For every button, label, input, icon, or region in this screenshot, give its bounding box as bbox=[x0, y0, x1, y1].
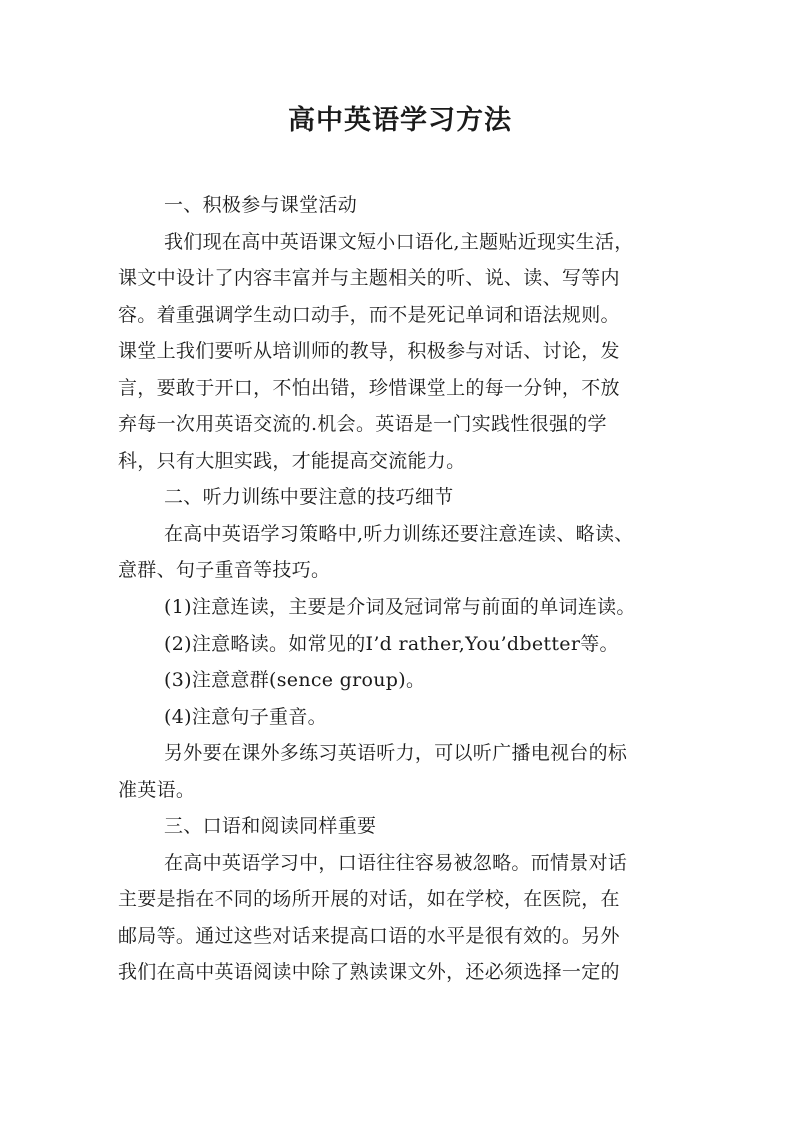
paragraph-line: 准英语。 bbox=[118, 779, 196, 801]
section-heading-3: 三、口语和阅读同样重要 bbox=[164, 815, 377, 837]
paragraph-line: 容。着重强调学生动口动手，而不是死记单词和语法规则。 bbox=[118, 304, 620, 326]
paragraph-line: 科，只有大胆实践，才能提高交流能力。 bbox=[118, 450, 466, 472]
paragraph-line: 意群、句子重音等技巧。 bbox=[118, 559, 331, 581]
paragraph-line: 课文中设计了内容丰富并与主题相关的听、说、读、写等内 bbox=[118, 267, 620, 289]
paragraph-line: 我们在高中英语阅读中除了熟读课文外，还必须选择一定的 bbox=[118, 961, 620, 983]
paragraph-line: 邮局等。通过这些对话来提高口语的水平是很有效的。另外 bbox=[118, 925, 620, 947]
paragraph-line: 课堂上我们要听从培训师的教导，积极参与对话、讨论，发 bbox=[118, 340, 620, 362]
paragraph-line: 我们现在高中英语课文短小口语化,主题贴近现实生活， bbox=[164, 231, 634, 253]
paragraph-line: 主要是指在不同的场所开展的对话，如在学校，在医院，在 bbox=[118, 888, 620, 910]
paragraph-line: 言，要敢于开口，不怕出错，珍惜课堂上的每一分钟，不放 bbox=[118, 377, 620, 399]
list-item: (2)注意略读。如常见的I’d rather,You’dbetter等。 bbox=[164, 633, 619, 655]
list-item: (3)注意意群(sence group)。 bbox=[164, 669, 426, 691]
list-item: (1)注意连读，主要是介词及冠词常与前面的单词连读。 bbox=[164, 596, 636, 618]
paragraph-line: 另外要在课外多练习英语听力，可以听广播电视台的标 bbox=[164, 742, 628, 764]
paragraph-line: 在高中英语学习中，口语往往容易被忽略。而情景对话 bbox=[164, 852, 628, 874]
paragraph-line: 在高中英语学习策略中,听力训练还要注意连读、略读、 bbox=[164, 523, 634, 545]
section-heading-2: 二、听力训练中要注意的技巧细节 bbox=[164, 486, 454, 508]
list-item: (4)注意句子重音。 bbox=[164, 706, 327, 728]
document-title: 高中英语学习方法 bbox=[288, 105, 512, 136]
section-heading-1: 一、积极参与课堂活动 bbox=[164, 194, 358, 216]
paragraph-line: 弃每一次用英语交流的.机会。英语是一门实践性很强的学 bbox=[118, 413, 607, 435]
